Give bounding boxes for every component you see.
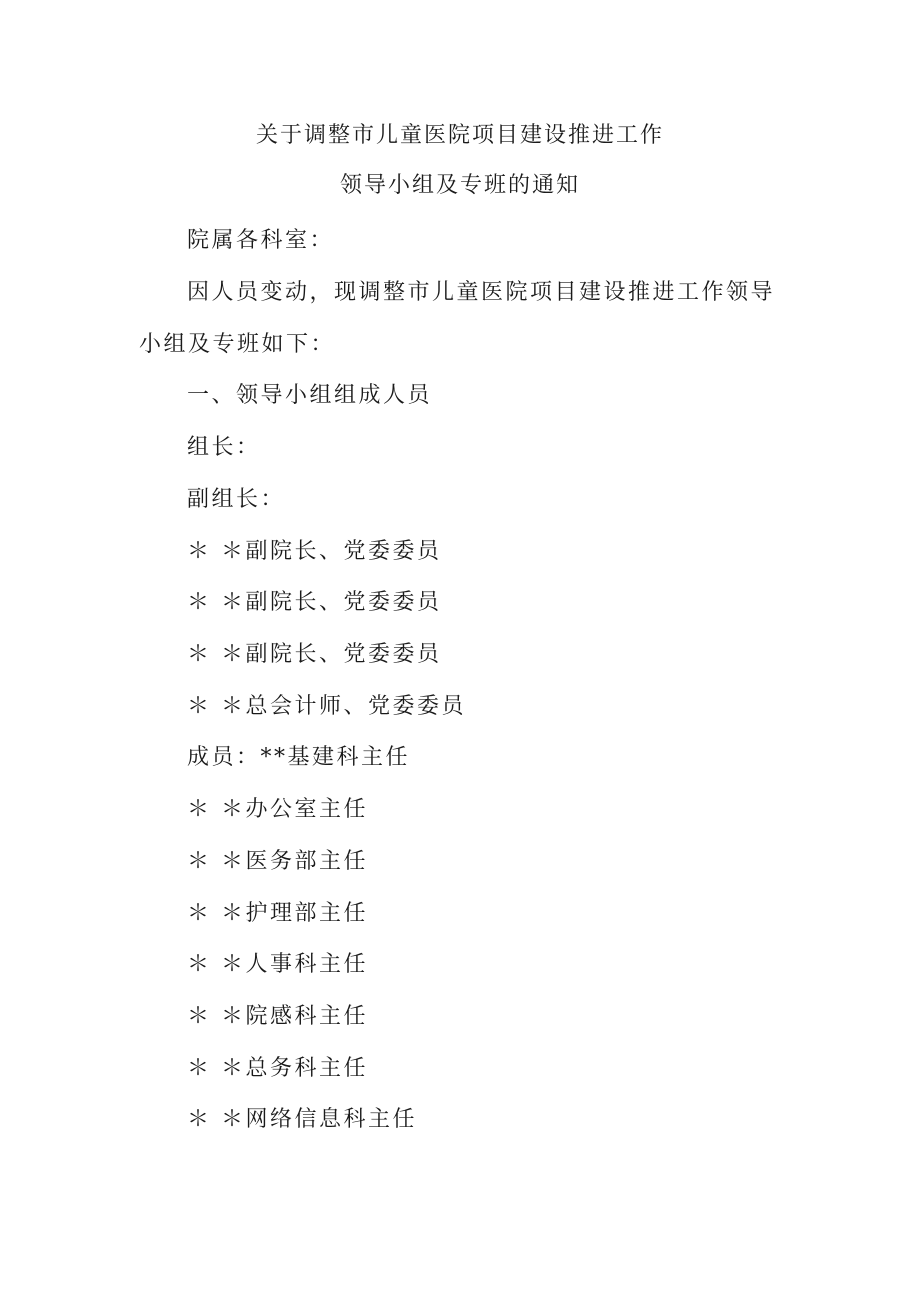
intro-line-2: 小组及专班如下： (139, 332, 336, 357)
deputy-item: ＊ ＊副院长、党委委员 (187, 539, 442, 564)
deputy-item: ＊ ＊副院长、党委委员 (187, 642, 442, 667)
members-line: 成员：**基建科主任 (187, 745, 411, 770)
title-line-1: 关于调整市儿童医院项目建设推进工作 (255, 123, 664, 148)
title-line-2: 领导小组及专班的通知 (339, 173, 580, 198)
deputy-label: 副组长： (187, 487, 286, 512)
member-item: ＊ ＊总务科主任 (187, 1056, 368, 1081)
member-item: ＊ ＊人事科主任 (187, 952, 368, 977)
member-item: ＊ ＊医务部主任 (187, 849, 368, 874)
deputy-item: ＊ ＊总会计师、党委委员 (187, 694, 466, 719)
member-item: ＊ ＊办公室主任 (187, 797, 368, 822)
salutation: 院属各科室： (187, 228, 335, 253)
member-item: ＊ ＊护理部主任 (187, 901, 368, 926)
member-item: ＊ ＊院感科主任 (187, 1004, 368, 1029)
section-heading: 一、领导小组组成人员 (187, 383, 433, 408)
intro-line-1: 因人员变动，现调整市儿童医院项目建设推进工作领导 (187, 280, 776, 305)
member-item: ＊ ＊网络信息科主任 (187, 1107, 417, 1132)
deputy-item: ＊ ＊副院长、党委委员 (187, 590, 442, 615)
leader-label: 组长： (187, 435, 261, 460)
